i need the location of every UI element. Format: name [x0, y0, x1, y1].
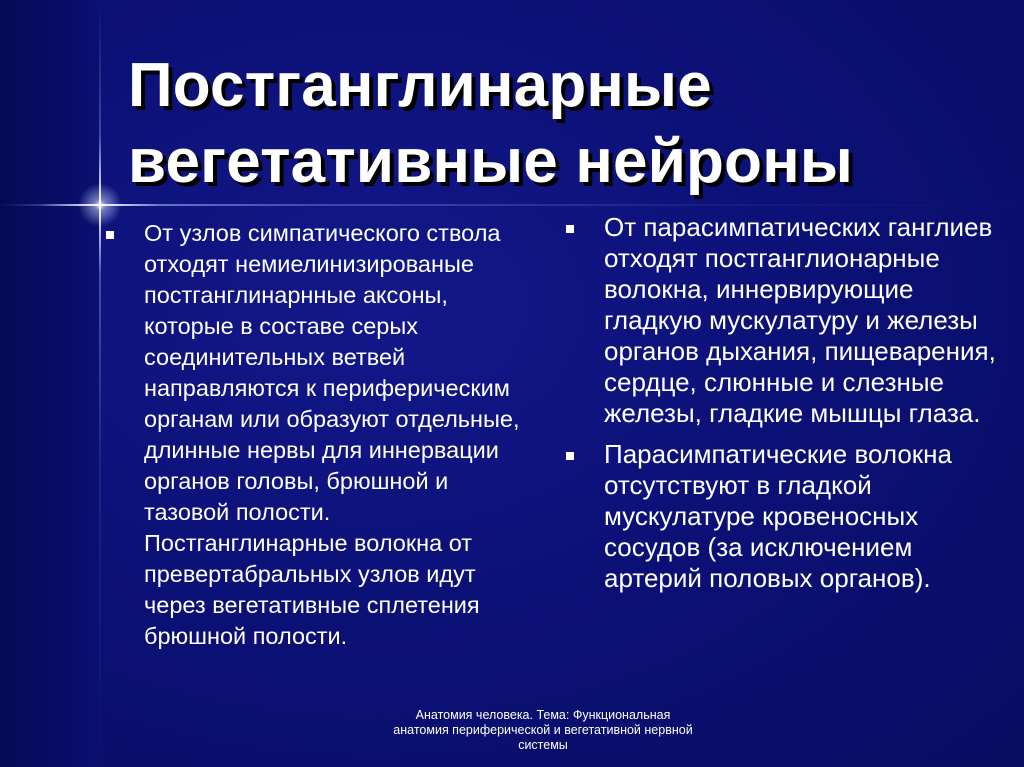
right-bullet-item: [560, 439, 1000, 594]
left-column: [100, 218, 530, 652]
left-bullet-text: От узлов симпатического ствола отходят немиелинизированые постганглинарнные аксоны, которые в составе серых соединительных ветвей направляются к периферическим органам или образуют отдельные, длинные нервы для иннервации органов головы, брюшной и тазовой полости. Постганглинарные волокна от превертабральных узлов идут через вегетативные сплетения брюшной полости.: [144, 220, 520, 649]
left-band: [0, 0, 100, 767]
square-bullet-icon: [566, 225, 574, 233]
right-column: [560, 212, 1000, 594]
right-bullet-text: Парасимпатические волокна отсутствуют в гладкой мускулатуре кровеносных сосудов (за исключением артерий половых органов).: [604, 439, 952, 593]
slide-footer: Анатомия человека. Тема: Функциональная анатомия периферической и вегетативной нервной системы: [393, 708, 693, 752]
square-bullet-icon: [106, 231, 114, 239]
right-bullet-item: [560, 212, 1000, 429]
right-bullet-text: От парасимпатических ганглиев отходят постганглионарные волокна, иннервирующие гладкую мускулатуру и железы органов дыхания, пищеварения, сердце, слюнные и слезные железы, гладкие мышцы глаза.: [604, 212, 996, 428]
square-bullet-icon: [566, 452, 574, 460]
slide-title: Постганглинарные вегетативные нейроны: [128, 51, 853, 196]
left-bullet-item: [100, 218, 530, 652]
